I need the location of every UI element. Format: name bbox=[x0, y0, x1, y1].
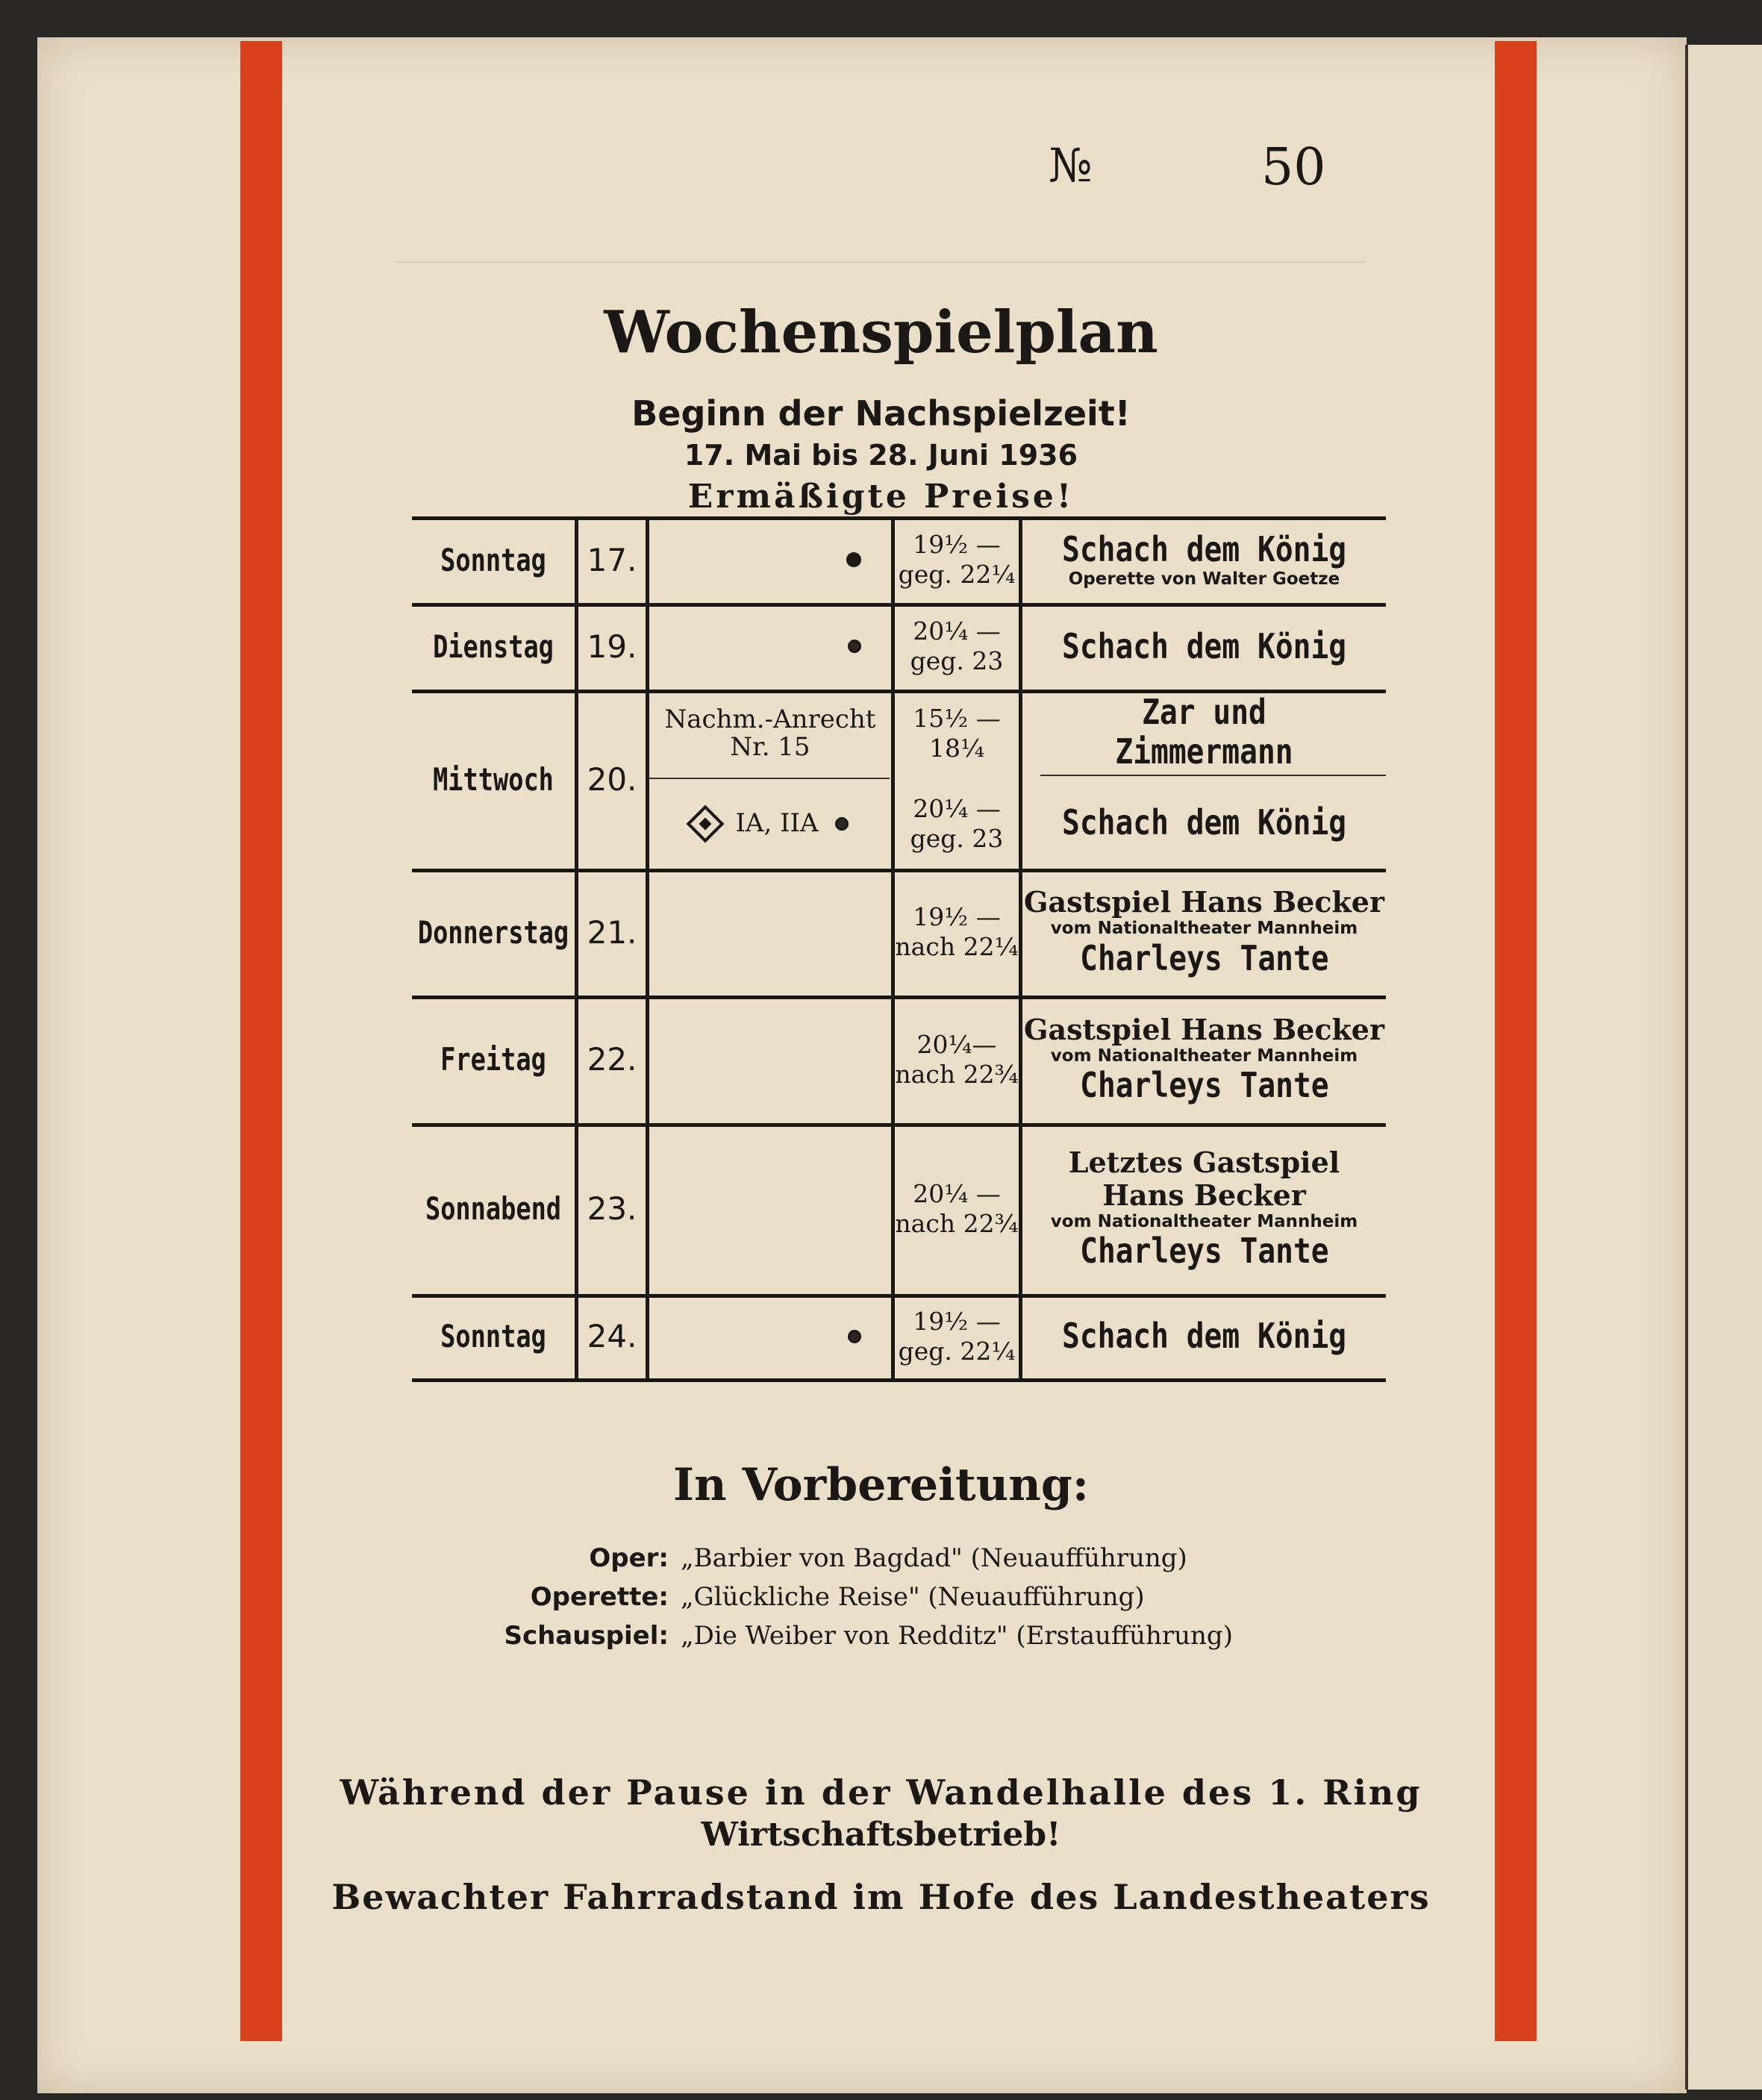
play-title: Schach dem König bbox=[1061, 529, 1347, 570]
play-title: Zar und Zimmermann bbox=[1115, 692, 1293, 772]
time-start: 19½ — bbox=[913, 902, 1001, 932]
time-end: geg. 23 bbox=[910, 646, 1004, 675]
time-start: 20¼— bbox=[916, 1029, 997, 1059]
guest-performance: Gastspiel Hans Becker bbox=[1024, 1012, 1384, 1046]
footer-line-1: Während der Pause in der Wandelhalle des 1. Ring bbox=[340, 1772, 1422, 1813]
date-cell: 19. bbox=[587, 628, 637, 665]
note-cell bbox=[649, 516, 891, 603]
note-cell bbox=[649, 779, 891, 869]
guest-origin: vom Nationaltheater Mannheim bbox=[1050, 919, 1358, 939]
play-cell bbox=[1022, 1294, 1386, 1378]
play-cell bbox=[1022, 1123, 1386, 1294]
play-cell bbox=[1022, 869, 1386, 996]
play-title: Schach dem König bbox=[1061, 1316, 1347, 1357]
play-cell bbox=[1022, 776, 1386, 869]
subtitle-dates: 17. Mai bis 28. Juni 1936 bbox=[684, 439, 1078, 472]
ring-dot-icon bbox=[848, 1330, 861, 1343]
day-cell: Sonntag bbox=[440, 541, 546, 578]
guest-origin: vom Nationaltheater Mannheim bbox=[1050, 1211, 1358, 1231]
day-cell: Mittwoch bbox=[433, 760, 554, 798]
play-credit: Operette von Walter Goetze bbox=[1068, 569, 1340, 590]
subtitle-prices: Ermäßigte Preise! bbox=[687, 478, 1075, 516]
time-cell bbox=[895, 690, 1019, 778]
subscription-label: Nachm.-Anrecht bbox=[664, 704, 876, 734]
day-cell: Sonntag bbox=[440, 1318, 546, 1354]
guest-performance: Gastspiel Hans Becker bbox=[1024, 885, 1384, 919]
play-title: Charleys Tante bbox=[1079, 1230, 1329, 1271]
footer-line-2: Wirtschaftsbetrieb! bbox=[701, 1816, 1061, 1854]
date-cell: 24. bbox=[587, 1318, 637, 1354]
preparation-label: Schauspiel: bbox=[504, 1621, 669, 1651]
time-start: 19½ — bbox=[913, 1306, 1001, 1336]
day-cell: Donnerstag bbox=[417, 913, 569, 951]
issue-number: 50 bbox=[1261, 138, 1326, 197]
guest-origin: vom Nationaltheater Mannheim bbox=[1050, 1046, 1358, 1066]
ring-dot-icon bbox=[835, 817, 849, 831]
date-cell: 23. bbox=[587, 1190, 637, 1227]
subscription-number: Nr. 15 bbox=[730, 732, 810, 762]
play-title: Schach dem König bbox=[1061, 801, 1347, 843]
time-cell bbox=[895, 603, 1019, 690]
preparation-text: „Glückliche Reise" (Neuaufführung) bbox=[681, 1582, 1145, 1612]
filled-dot-icon bbox=[846, 552, 861, 567]
preparation-label: Operette: bbox=[530, 1582, 669, 1612]
day-cell: Dienstag bbox=[433, 628, 554, 665]
subtitle-season: Beginn der Nachspielzeit! bbox=[631, 393, 1131, 434]
time-cell bbox=[895, 996, 1019, 1123]
play-cell bbox=[1022, 516, 1386, 603]
time-start: 15½ — bbox=[913, 704, 1001, 734]
time-end: nach 22¾ bbox=[895, 1059, 1019, 1089]
preparation-heading: In Vorbereitung: bbox=[672, 1459, 1090, 1511]
time-start: 20¼ — bbox=[913, 794, 1001, 824]
time-end: 18¼ bbox=[929, 734, 984, 763]
schedule-table bbox=[412, 516, 1386, 1382]
time-cell bbox=[895, 516, 1019, 603]
guest-performer: Hans Becker bbox=[1102, 1178, 1306, 1212]
time-cell bbox=[895, 869, 1019, 996]
date-cell: 21. bbox=[587, 913, 637, 951]
issue-prefix: № bbox=[1049, 138, 1094, 193]
play-cell bbox=[1022, 690, 1386, 775]
day-cell: Sonnabend bbox=[425, 1190, 562, 1227]
preparation-text: „Die Weiber von Redditz" (Erstaufführung) bbox=[681, 1621, 1233, 1651]
date-cell: 17. bbox=[587, 541, 637, 578]
time-end: geg. 23 bbox=[910, 824, 1004, 853]
note-cell bbox=[649, 690, 891, 778]
day-cell: Freitag bbox=[440, 1041, 546, 1078]
time-start: 19½ — bbox=[913, 530, 1001, 560]
divider bbox=[396, 261, 1366, 263]
play-cell bbox=[1022, 996, 1386, 1123]
date-cell: 22. bbox=[587, 1041, 637, 1078]
date-cell: 20. bbox=[587, 760, 637, 798]
time-end: geg. 22¼ bbox=[898, 560, 1016, 589]
row-rule bbox=[412, 1378, 1386, 1382]
time-end: geg. 22¼ bbox=[898, 1336, 1016, 1366]
play-title: Schach dem König bbox=[1061, 625, 1347, 666]
time-end: nach 22¾ bbox=[895, 1208, 1019, 1238]
note-cell bbox=[649, 1294, 891, 1378]
note-cell bbox=[649, 603, 891, 690]
time-cell bbox=[895, 779, 1019, 869]
play-title: Charleys Tante bbox=[1079, 1065, 1329, 1106]
time-cell bbox=[895, 1294, 1019, 1378]
subscription-symbol-icon bbox=[687, 805, 725, 843]
preparation-label: Oper: bbox=[589, 1543, 669, 1573]
time-cell bbox=[895, 1123, 1019, 1294]
guest-performance: Letztes Gastspiel bbox=[1068, 1146, 1340, 1180]
page-title: Wochenspielplan bbox=[604, 299, 1158, 366]
ring-dot-icon bbox=[848, 640, 861, 653]
time-start: 20¼ — bbox=[913, 1178, 1001, 1208]
play-cell bbox=[1022, 603, 1386, 690]
footer-line-3: Bewachter Fahrradstand im Hofe des Landestheaters bbox=[331, 1877, 1431, 1917]
subscription-groups: IA, IIA bbox=[735, 808, 819, 839]
preparation-text: „Barbier von Bagdad" (Neuaufführung) bbox=[681, 1543, 1187, 1573]
play-title: Charleys Tante bbox=[1079, 937, 1329, 978]
time-end: nach 22¼ bbox=[895, 932, 1019, 961]
time-start: 20¼ — bbox=[913, 616, 1001, 646]
